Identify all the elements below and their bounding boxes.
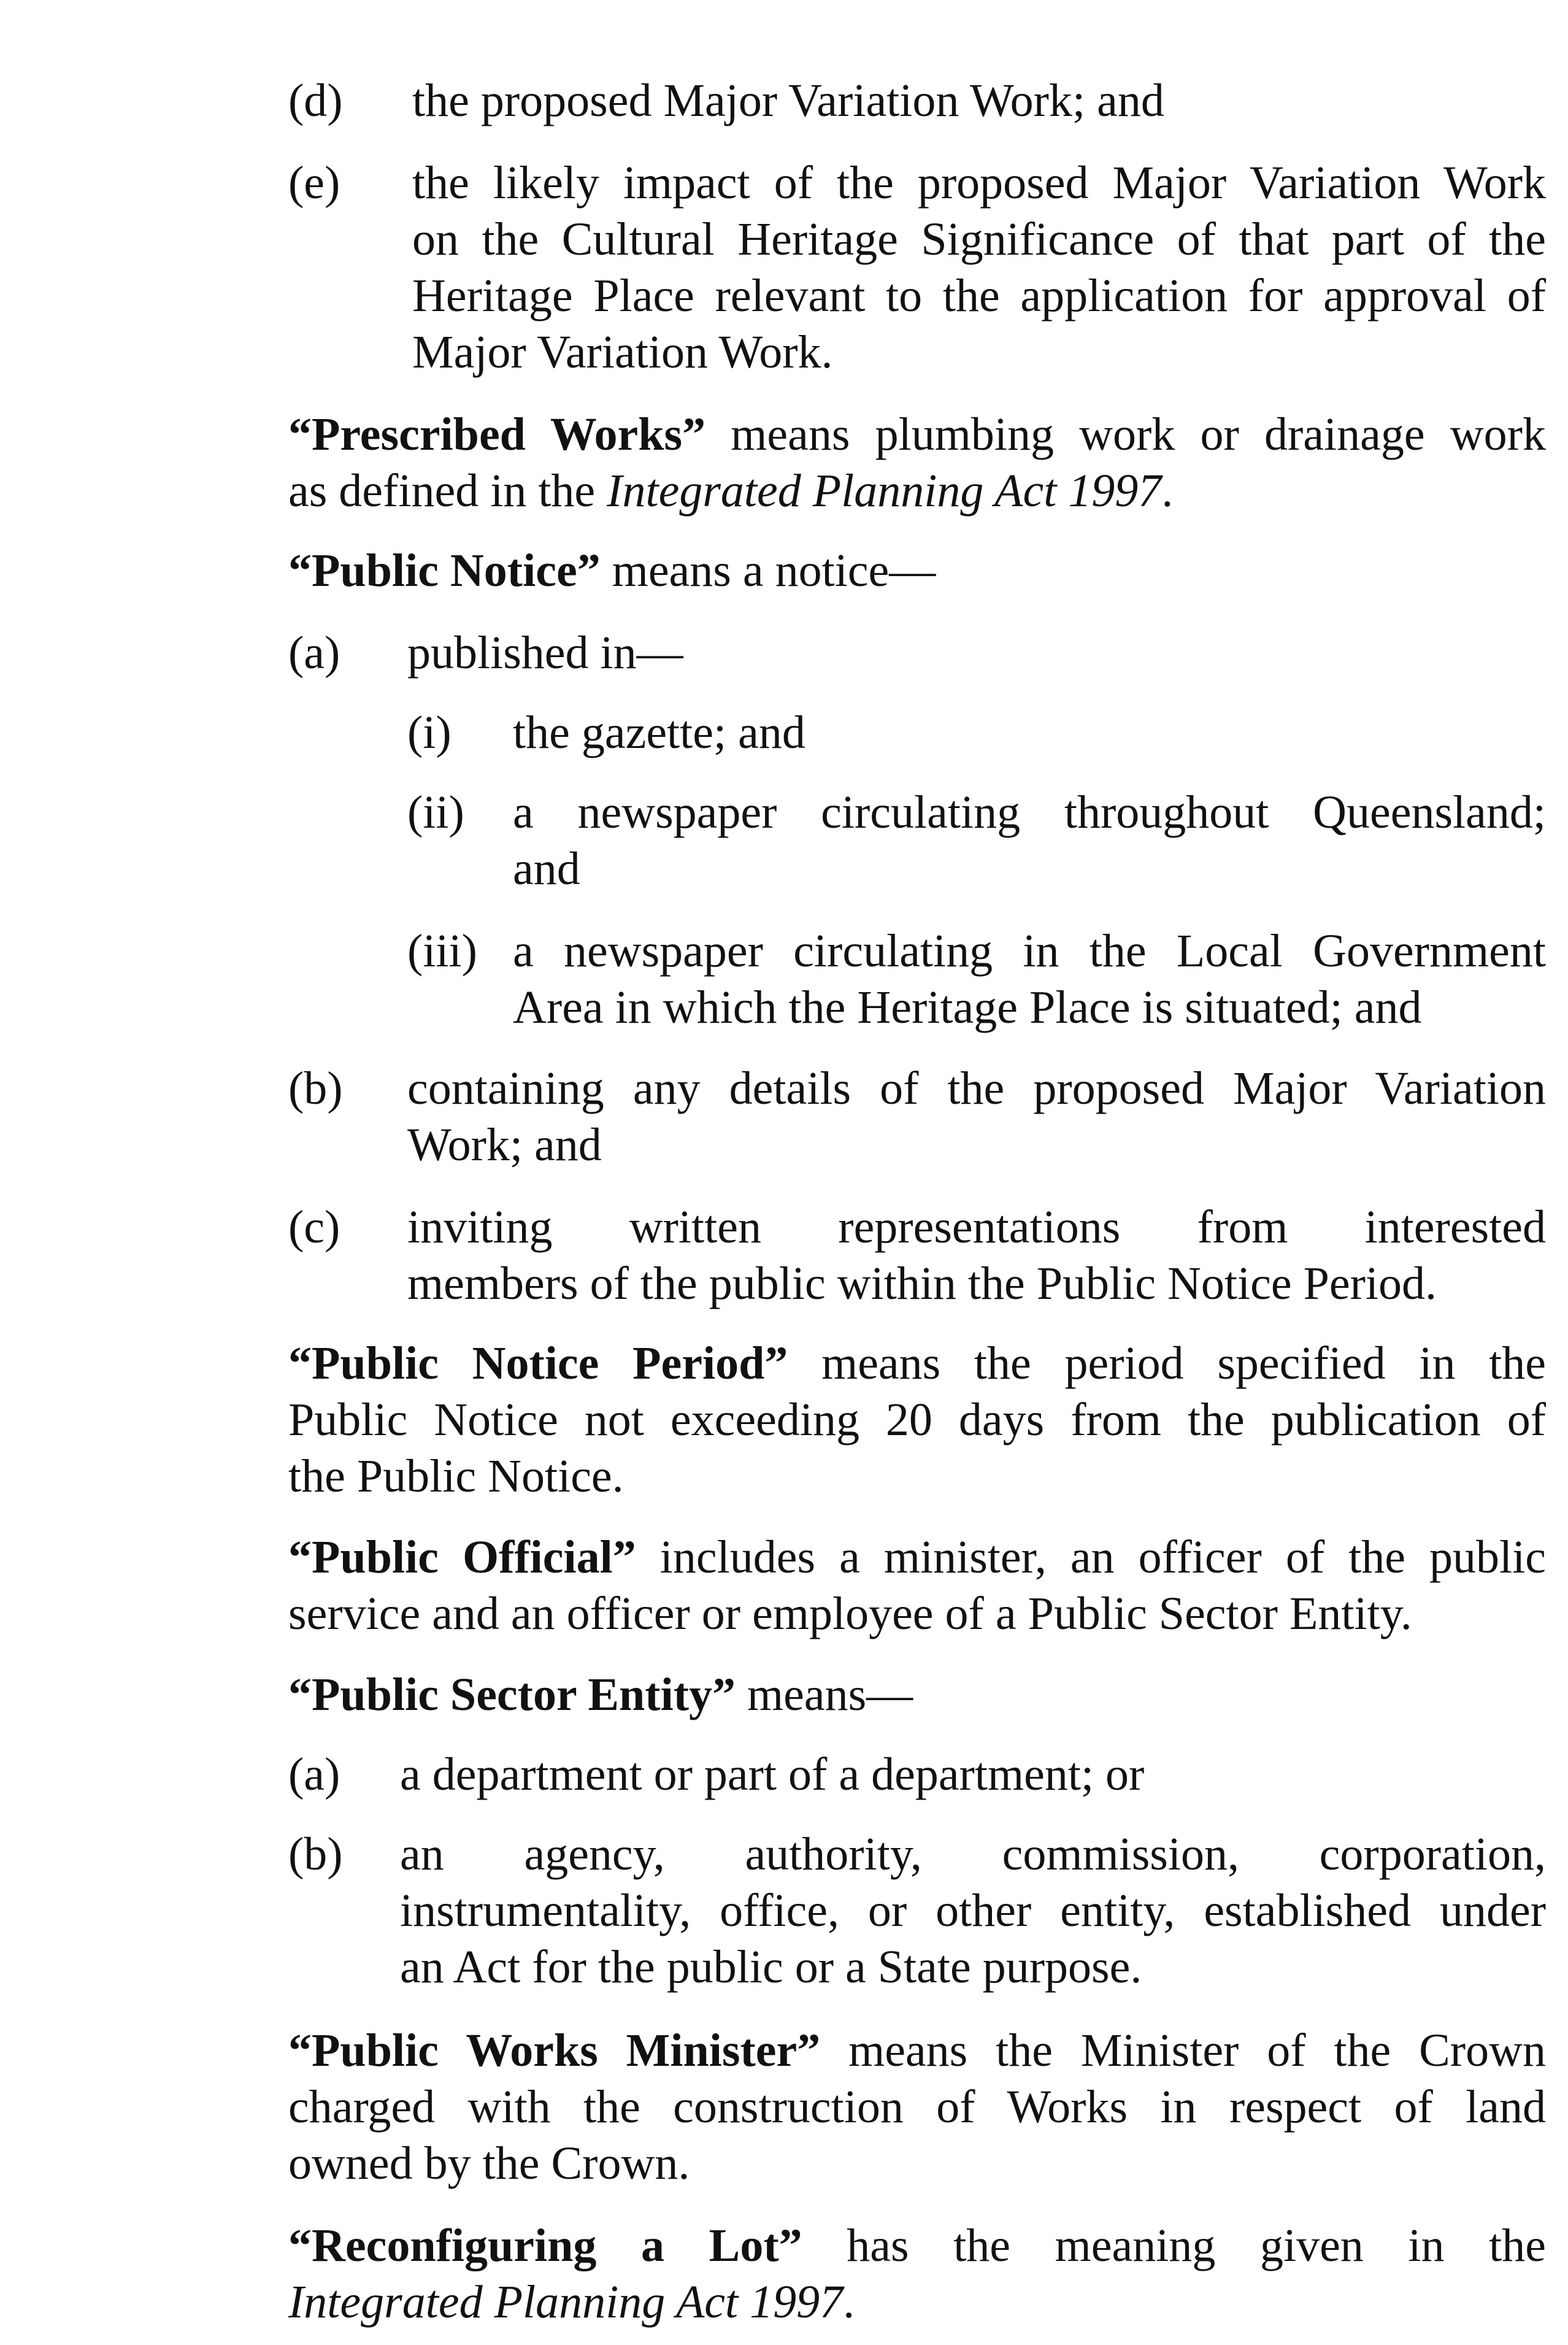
public-sector-entity-a-label: (a) bbox=[288, 1749, 340, 1800]
term-public-official: “Public Official” bbox=[288, 1531, 636, 1583]
public-sector-entity-b-label: (b) bbox=[288, 1828, 343, 1880]
definition-public-notice-line-1 bbox=[288, 542, 936, 599]
definition-text: means a notice— bbox=[600, 545, 936, 596]
definition-public-official-line-1 bbox=[288, 1529, 1546, 1585]
public-notice-iii-line-2: Area in which the Heritage Place is situated; and bbox=[513, 982, 1422, 1033]
definition-public-official-line-2: service and an officer or employee of a Public Sector Entity. bbox=[288, 1588, 1412, 1639]
public-sector-entity-b-line-1: an agency, authority, commission, corporation, bbox=[400, 1828, 1546, 1880]
public-notice-a-label: (a) bbox=[288, 627, 340, 679]
definition-text: means the Minister of the Crown bbox=[820, 2025, 1546, 2076]
term-prescribed-works: “Prescribed Works” bbox=[288, 409, 706, 460]
definition-text: as defined in the bbox=[288, 465, 607, 517]
term-public-notice: “Public Notice” bbox=[288, 545, 601, 596]
term-reconfiguring-a-lot: “Reconfiguring a Lot” bbox=[288, 2220, 802, 2271]
definition-public-notice-period-line-2: Public Notice not exceeding 20 days from the publication of bbox=[288, 1394, 1546, 1446]
act-title: Integrated Planning Act 1997 bbox=[607, 465, 1162, 517]
public-notice-c-label: (c) bbox=[288, 1201, 340, 1253]
definition-public-notice-period-line-3: the Public Notice. bbox=[288, 1450, 624, 1502]
definition-reconfiguring-a-lot-line-1 bbox=[288, 2217, 1546, 2274]
public-notice-c-line-1: inviting written representations from interested bbox=[407, 1201, 1546, 1253]
public-notice-b-line-2: Work; and bbox=[407, 1119, 602, 1171]
item-e-line-2: on the Cultural Heritage Significance of that part of the bbox=[412, 214, 1546, 265]
definition-public-works-minister-line-1 bbox=[288, 2022, 1546, 2079]
item-e-line-3: Heritage Place relevant to the application for approval of bbox=[412, 270, 1546, 322]
definition-text: means plumbing work or drainage work bbox=[705, 409, 1546, 460]
definition-text: means the period specified in the bbox=[788, 1338, 1547, 1389]
term-public-notice-period: “Public Notice Period” bbox=[288, 1338, 788, 1389]
act-title: Integrated Planning Act 1997 bbox=[288, 2276, 844, 2328]
definition-public-sector-entity-line-1 bbox=[288, 1666, 913, 1723]
definition-prescribed-works-line-2 bbox=[288, 463, 1173, 519]
public-notice-ii-line-2: and bbox=[513, 843, 580, 895]
definition-text: . bbox=[1161, 465, 1174, 517]
public-notice-ii-line-1: a newspaper circulating throughout Queensland; bbox=[513, 787, 1546, 838]
definition-text: means— bbox=[736, 1669, 913, 1720]
term-public-sector-entity: “Public Sector Entity” bbox=[288, 1669, 736, 1720]
public-notice-b-line-1: containing any details of the proposed Major Variation bbox=[407, 1063, 1546, 1114]
item-e-line-1: the likely impact of the proposed Major Variation Work bbox=[412, 157, 1546, 209]
public-notice-iii-label: (iii) bbox=[407, 925, 477, 977]
definition-reconfiguring-a-lot-line-2 bbox=[288, 2274, 855, 2330]
public-notice-c-line-2: members of the public within the Public Notice Period. bbox=[407, 1258, 1437, 1309]
definition-text: includes a minister, an officer of the public bbox=[636, 1531, 1546, 1583]
public-notice-i-text: the gazette; and bbox=[513, 707, 805, 758]
item-d-text: the proposed Major Variation Work; and bbox=[412, 75, 1164, 126]
public-sector-entity-a-text: a department or part of a department; or bbox=[400, 1749, 1145, 1800]
public-notice-i-label: (i) bbox=[407, 707, 452, 758]
definition-public-works-minister-line-3: owned by the Crown. bbox=[288, 2138, 690, 2189]
public-notice-ii-label: (ii) bbox=[407, 787, 464, 838]
definition-public-works-minister-line-2: charged with the construction of Works in respect of land bbox=[288, 2081, 1546, 2133]
item-e-line-4: Major Variation Work. bbox=[412, 326, 833, 378]
item-d-label: (d) bbox=[288, 75, 343, 126]
public-notice-a-text: published in— bbox=[407, 627, 683, 679]
public-notice-iii-line-1: a newspaper circulating in the Local Government bbox=[513, 925, 1546, 977]
public-notice-b-label: (b) bbox=[288, 1063, 343, 1114]
definition-prescribed-works-line-1 bbox=[288, 406, 1546, 463]
item-e-label: (e) bbox=[288, 157, 340, 209]
public-sector-entity-b-line-2: instrumentality, office, or other entity, established under bbox=[400, 1885, 1546, 1936]
term-public-works-minister: “Public Works Minister” bbox=[288, 2025, 821, 2076]
definition-text: . bbox=[843, 2276, 855, 2328]
public-sector-entity-b-line-3: an Act for the public or a State purpose. bbox=[400, 1941, 1142, 1993]
definition-text: has the meaning given in the bbox=[802, 2220, 1546, 2271]
definition-public-notice-period-line-1 bbox=[288, 1335, 1546, 1392]
